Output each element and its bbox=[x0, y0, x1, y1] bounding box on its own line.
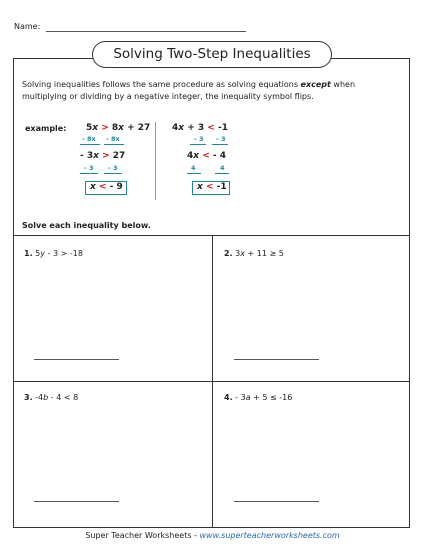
intro-text: Solving inequalities follows the same procedure as solving equations except when multiplying or dividing by a negative integer, the inequality symbol flips. bbox=[22, 80, 356, 101]
example-label: example: bbox=[25, 124, 67, 133]
example-left-line2: - 3x > 27 bbox=[80, 151, 126, 161]
example-right-line1: 4x + 3 < -1 bbox=[172, 123, 228, 133]
intro-emphasis: except bbox=[300, 80, 331, 89]
footer-link[interactable]: www.superteacherworksheets.com bbox=[199, 531, 340, 540]
footer: Super Teacher Worksheets - www.superteacherworksheets.com bbox=[85, 531, 340, 540]
instructions: Solve each inequality below. bbox=[22, 221, 151, 230]
name-label: Name: bbox=[14, 22, 41, 31]
example-left-step1-a: - 8x bbox=[82, 135, 96, 143]
example-left-line1: 5x > 8x + 27 bbox=[86, 123, 151, 133]
example-right-answer: x < -1 bbox=[197, 182, 227, 192]
problem-4: 4. - 3a + 5 ≤ -16 bbox=[224, 393, 293, 402]
example-right-step1-a: - 3 bbox=[194, 135, 204, 143]
problem-1: 1. 5y - 3 > -18 bbox=[24, 249, 83, 258]
example-right-step2-b: 4 bbox=[220, 164, 225, 172]
problem-3: 3. -4b - 4 < 8 bbox=[24, 393, 79, 402]
name-field-line[interactable] bbox=[46, 31, 246, 32]
example-left-step2-a: - 3 bbox=[84, 164, 94, 172]
example-left-step1-b: - 8x bbox=[106, 135, 120, 143]
example-left-step2-b: - 3 bbox=[108, 164, 118, 172]
answer-line-4[interactable] bbox=[234, 501, 319, 502]
example-left-answer: x < - 9 bbox=[90, 182, 123, 192]
page-title: Solving Two-Step Inequalities bbox=[92, 41, 332, 68]
example-divider bbox=[155, 122, 156, 200]
example-right-step2-a: 4 bbox=[191, 164, 196, 172]
example-right-line2: 4x < - 4 bbox=[187, 151, 227, 161]
answer-line-2[interactable] bbox=[234, 359, 319, 360]
example-right-step1-b: - 3 bbox=[216, 135, 226, 143]
answer-line-3[interactable] bbox=[34, 501, 119, 502]
problem-2: 2. 3x + 11 ≥ 5 bbox=[224, 249, 284, 258]
answer-line-1[interactable] bbox=[34, 359, 119, 360]
